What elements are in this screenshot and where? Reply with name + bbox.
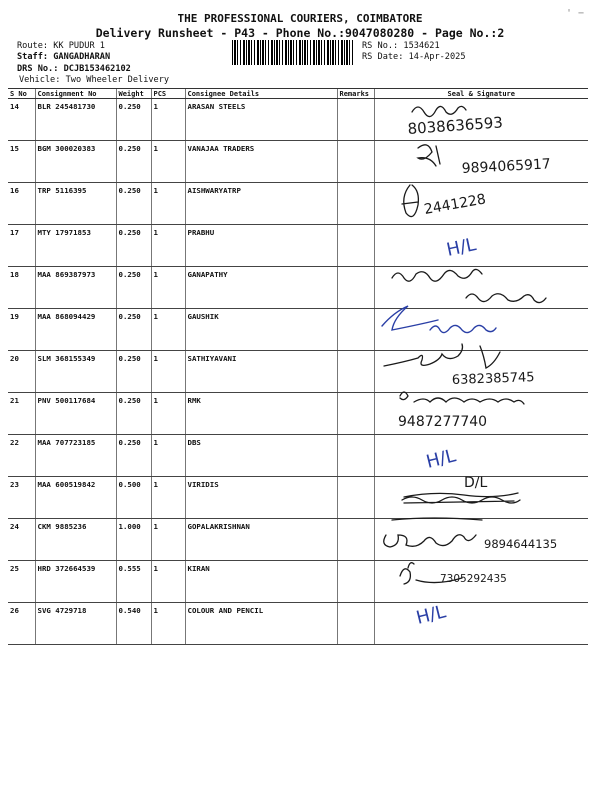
- col-signature: Seal & Signature: [374, 89, 588, 99]
- signature-cell: [374, 267, 588, 309]
- handwritten-mark: H/L: [424, 445, 458, 473]
- consignee-cell: GAUSHIK: [185, 309, 337, 351]
- pcs-cell: 1: [151, 267, 185, 309]
- signature-cell: [374, 393, 588, 435]
- sno-cell: 26: [8, 603, 35, 645]
- route-line: [17, 41, 105, 51]
- sno-cell: 17: [8, 225, 35, 267]
- remarks-cell: [337, 603, 374, 645]
- col-consignee: Consignee Details: [185, 89, 337, 99]
- signature-cell: [374, 435, 588, 477]
- consignee-cell: VANAJAA TRADERS: [185, 141, 337, 183]
- signature-cell: [374, 309, 588, 351]
- route-label: Route:: [17, 41, 49, 51]
- weight-cell: 0.500: [116, 477, 151, 519]
- pcs-cell: 1: [151, 393, 185, 435]
- table-row: [8, 309, 588, 351]
- consignee-cell: SATHIYAVANI: [185, 351, 337, 393]
- weight-cell: 0.250: [116, 309, 151, 351]
- sno-cell: 16: [8, 183, 35, 225]
- consignee-cell: ARASAN STEELS: [185, 99, 337, 141]
- consignment-cell: TRP 5116395: [35, 183, 116, 225]
- weight-cell: 0.250: [116, 267, 151, 309]
- sno-cell: 19: [8, 309, 35, 351]
- signature-cell: [374, 141, 588, 183]
- col-remarks: Remarks: [337, 89, 374, 99]
- corner-mark: ' −: [566, 8, 585, 19]
- pcs-cell: 1: [151, 141, 185, 183]
- sno-cell: 15: [8, 141, 35, 183]
- table-row: [8, 519, 588, 561]
- consignment-cell: MAA 868094429: [35, 309, 116, 351]
- table-row: [8, 351, 588, 393]
- consignment-cell: MAA 869387973: [35, 267, 116, 309]
- vehicle-label: Vehicle:: [19, 75, 61, 85]
- handwritten-number: 8038636593: [407, 113, 504, 138]
- remarks-cell: [337, 183, 374, 225]
- handwritten-number: 9487277740: [398, 414, 488, 430]
- remarks-cell: [337, 99, 374, 141]
- signature-cell: [374, 561, 588, 603]
- barcode: [232, 40, 355, 65]
- rs-no-value: 1534621: [403, 41, 440, 51]
- consignee-cell: DBS: [185, 435, 337, 477]
- remarks-cell: [337, 267, 374, 309]
- pcs-cell: 1: [151, 309, 185, 351]
- pcs-cell: 1: [151, 225, 185, 267]
- col-sno: S No: [8, 89, 35, 99]
- consignment-cell: BGM 300020383: [35, 141, 116, 183]
- sno-cell: 20: [8, 351, 35, 393]
- sno-cell: 25: [8, 561, 35, 603]
- sno-cell: 14: [8, 99, 35, 141]
- signature-cell: [374, 99, 588, 141]
- remarks-cell: [337, 393, 374, 435]
- consignment-cell: MAA 600519842: [35, 477, 116, 519]
- signature-cell: [374, 351, 588, 393]
- pcs-cell: 1: [151, 477, 185, 519]
- sno-cell: 18: [8, 267, 35, 309]
- sno-cell: 23: [8, 477, 35, 519]
- consignment-cell: HRD 372664539: [35, 561, 116, 603]
- signature-cell: [374, 183, 588, 225]
- consignee-cell: COLOUR AND PENCIL: [185, 603, 337, 645]
- table-row: [8, 393, 588, 435]
- rs-no-line: [362, 41, 440, 51]
- consignee-cell: GANAPATHY: [185, 267, 337, 309]
- consignment-cell: PNV 500117684: [35, 393, 116, 435]
- table-row: [8, 267, 588, 309]
- table-row: [8, 183, 588, 225]
- sno-cell: 21: [8, 393, 35, 435]
- table-row: [8, 603, 588, 645]
- pcs-cell: 1: [151, 99, 185, 141]
- weight-cell: 0.540: [116, 603, 151, 645]
- col-weight: Weight: [116, 89, 151, 99]
- rs-date-value: 14-Apr-2025: [408, 52, 466, 62]
- vehicle-value: Two Wheeler Delivery: [65, 75, 170, 85]
- remarks-cell: [337, 225, 374, 267]
- handwritten-number: 7305292435: [440, 573, 507, 585]
- route-value: KK PUDUR 1: [53, 41, 105, 51]
- consignee-cell: GOPALAKRISHNAN: [185, 519, 337, 561]
- rs-date-label: RS Date:: [362, 52, 404, 62]
- weight-cell: 0.250: [116, 141, 151, 183]
- table-row: [8, 477, 588, 519]
- rs-date-line: [362, 52, 466, 62]
- handwritten-number: 9894644135: [484, 537, 558, 551]
- consignee-cell: VIRIDIS: [185, 477, 337, 519]
- remarks-cell: [337, 561, 374, 603]
- remarks-cell: [337, 141, 374, 183]
- weight-cell: 0.250: [116, 435, 151, 477]
- pcs-cell: 1: [151, 519, 185, 561]
- consignment-cell: MAA 707723185: [35, 435, 116, 477]
- consignment-cell: MTY 17971853: [35, 225, 116, 267]
- runsheet-table: [8, 88, 588, 645]
- sno-cell: 24: [8, 519, 35, 561]
- consignment-cell: CKM 9885236: [35, 519, 116, 561]
- staff-label: Staff:: [17, 52, 49, 62]
- pcs-cell: 1: [151, 351, 185, 393]
- consignment-cell: SVG 4729718: [35, 603, 116, 645]
- weight-cell: 0.250: [116, 393, 151, 435]
- table-row: [8, 99, 588, 141]
- rs-no-label: RS No.:: [362, 41, 399, 51]
- signature-cell: [374, 225, 588, 267]
- pcs-cell: 1: [151, 603, 185, 645]
- staff-value: GANGADHARAN: [53, 52, 111, 62]
- weight-cell: 1.000: [116, 519, 151, 561]
- consignee-cell: KIRAN: [185, 561, 337, 603]
- drs-value: DCJB153462102: [63, 64, 131, 74]
- consignment-cell: BLR 245481730: [35, 99, 116, 141]
- weight-cell: 0.250: [116, 183, 151, 225]
- weight-cell: 0.250: [116, 99, 151, 141]
- remarks-cell: [337, 351, 374, 393]
- pcs-cell: 1: [151, 183, 185, 225]
- table-row: [8, 225, 588, 267]
- drs-label: DRS No.:: [17, 64, 59, 74]
- handwritten-number: 2441228: [422, 191, 488, 218]
- signature-cell: [374, 603, 588, 645]
- remarks-cell: [337, 519, 374, 561]
- handwritten-mark: H/L: [414, 601, 448, 629]
- remarks-cell: [337, 309, 374, 351]
- remarks-cell: [337, 435, 374, 477]
- table-row: [8, 561, 588, 603]
- pcs-cell: 1: [151, 435, 185, 477]
- consignee-cell: PRABHU: [185, 225, 337, 267]
- handwritten-mark: H/L: [444, 234, 479, 261]
- table-row: [8, 141, 588, 183]
- consignee-cell: AISHWARYATRP: [185, 183, 337, 225]
- drs-line: [17, 64, 131, 74]
- company-title: THE PROFESSIONAL COURIERS, COIMBATORE: [177, 12, 423, 25]
- handwritten-number: 6382385745: [451, 370, 535, 388]
- handwritten-number: 9894065917: [461, 156, 552, 177]
- table-header-row: [8, 89, 588, 99]
- staff-line: [17, 52, 110, 62]
- weight-cell: 0.555: [116, 561, 151, 603]
- consignee-cell: RMK: [185, 393, 337, 435]
- handwritten-mark: D/L: [464, 475, 488, 491]
- weight-cell: 0.250: [116, 351, 151, 393]
- col-pcs: PCS: [151, 89, 185, 99]
- vehicle-line: [19, 75, 169, 85]
- weight-cell: 0.250: [116, 225, 151, 267]
- pcs-cell: 1: [151, 561, 185, 603]
- signature-cell: [374, 519, 588, 561]
- runsheet-title: Delivery Runsheet - P43 - Phone No.:9047080280 - Page No.:2: [95, 26, 505, 40]
- col-consignment: Consignment No: [35, 89, 116, 99]
- remarks-cell: [337, 477, 374, 519]
- consignment-cell: SLM 368155349: [35, 351, 116, 393]
- signature-cell: [374, 477, 588, 519]
- table-row: [8, 435, 588, 477]
- sno-cell: 22: [8, 435, 35, 477]
